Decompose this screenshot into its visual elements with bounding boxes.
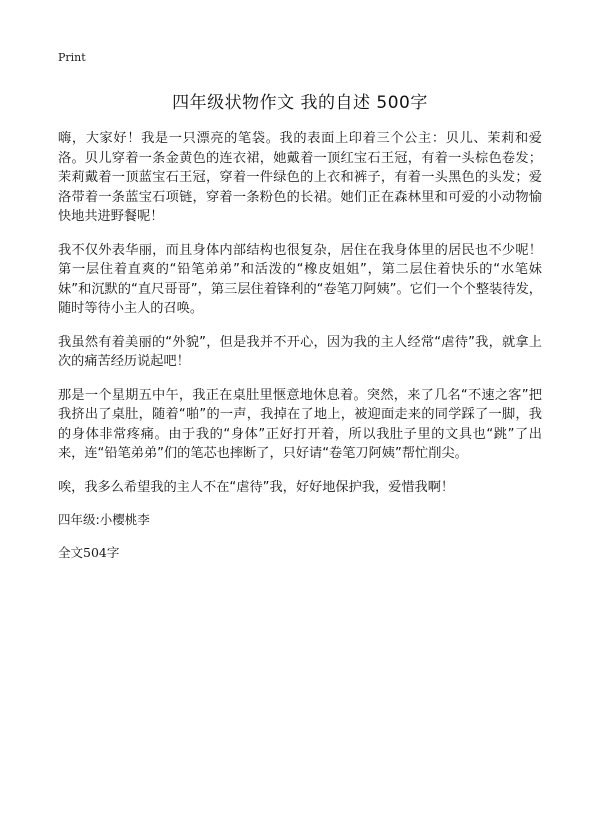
paragraph-4: 那是一个星期五中午，我正在桌肚里惬意地休息着。突然，来了几名“不速之客”把我挤出了桌肚，随着“啪”的一声，我掉在了地上，被迎面走来的同学踩了一脚，我的身体非常疼痛。由于我的“身体”正好打开着，所以我肚子里的文具也“跳”了出来，连“铅笔弟弟”们的笔芯也摔断了，只好请“卷笔刀阿姨”帮忙削尖。 [58,387,542,461]
paragraph-5: 唉，我多么希望我的主人不在“虐待”我，好好地保护我，爱惜我啊！ [58,479,455,495]
article-title: 四年级状物作文 我的自述 500字 [172,93,428,113]
print-link[interactable]: Print [58,51,86,64]
author-line: 四年级:小樱桃李 [58,512,150,527]
paragraph-2: 我不仅外表华丽，而且身体内部结构也很复杂，居住在我身体里的居民也不少呢！第一层住着直爽的“铅笔弟弟”和活泼的“橡皮姐姐”，第二层住着快乐的“水笔妹妹”和沉默的“直尺哥哥”，第三层住着锋利的“卷笔刀阿姨”。它们一个个整装待发，随时等待小主人的召唤。 [58,242,542,316]
paragraph-1: 嗨，大家好！我是一只漂亮的笔袋。我的表面上印着三个公主：贝儿、茉莉和爱洛。贝儿穿着一条金黄色的连衣裙，她戴着一顶红宝石王冠，有着一头棕色卷发；茉莉戴着一顶蓝宝石王冠，穿着一件绿色的上衣和裤子，有着一头黑色的头发；爱洛带着一条蓝宝石项链，穿着一条粉色的长裙。她们正在森林里和可爱的小动物愉快地共进野餐呢！ [58,131,542,224]
paragraph-3: 我虽然有着美丽的“外貌”，但是我并不开心，因为我的主人经常“虐待”我，就拿上次的痛苦经历说起吧！ [58,334,542,369]
word-count: 全文504字 [58,545,120,560]
